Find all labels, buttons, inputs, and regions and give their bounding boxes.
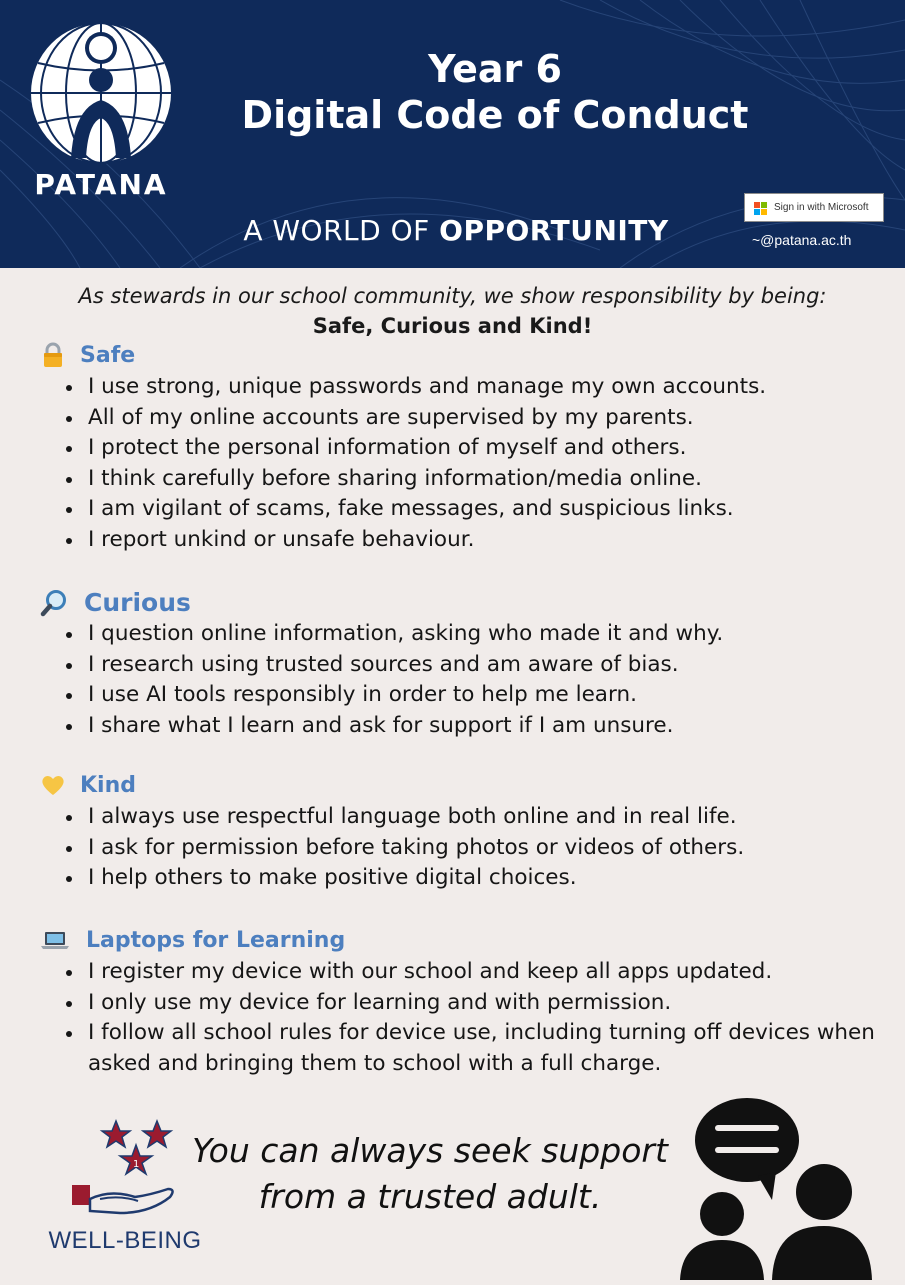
wellbeing-label: WELL-BEING (48, 1227, 202, 1254)
title-line-1: Year 6 (428, 47, 562, 91)
list-item: I ask for permission before taking photos or videos of others. (62, 833, 880, 864)
list-item: I help others to make positive digital choices. (62, 863, 880, 894)
intro-line-2: Safe, Curious and Kind! (312, 314, 593, 338)
section-title: Laptops for Learning (86, 927, 346, 953)
patana-logo (26, 18, 176, 201)
email-domain: ~@patana.ac.th (752, 232, 852, 248)
list-item: I use AI tools responsibly in order to help me learn. (62, 680, 880, 711)
intro-line-1: As stewards in our school community, we show responsibility by being: (78, 284, 827, 308)
laptop-icon (40, 927, 70, 953)
magnifier-icon (40, 589, 66, 615)
list-item: All of my online accounts are supervised by my parents. (62, 403, 880, 434)
microsoft-logo-icon (754, 202, 766, 214)
list-item: I register my device with our school and keep all apps updated. (62, 957, 880, 988)
tagline-prefix: A WORLD OF (243, 214, 440, 247)
section-heading (40, 587, 880, 617)
header-banner (0, 0, 905, 268)
section-heading (40, 925, 880, 955)
list-item: I always use respectful language both online and in real life. (62, 802, 880, 833)
list-item: I share what I learn and ask for support if I am unsure. (62, 711, 880, 742)
sign-in-microsoft-button[interactable] (744, 193, 884, 222)
item-list (40, 619, 880, 741)
support-message (190, 1128, 670, 1220)
tagline (236, 214, 676, 247)
item-list (40, 802, 880, 894)
section-safe (40, 340, 880, 555)
wellbeing-logo (40, 1115, 210, 1265)
list-item: I protect the personal information of myself and others. (62, 433, 880, 464)
list-item: I follow all school rules for device use, including turning off devices when asked and bringing them to school with a full charge. (62, 1018, 880, 1079)
lock-icon (40, 342, 66, 368)
item-list (40, 372, 880, 555)
brand-wordmark: PATANA (34, 168, 168, 201)
page-title (200, 46, 790, 138)
section-heading (40, 770, 880, 800)
wellbeing-emblem-icon (40, 1115, 210, 1227)
intro-text (0, 281, 905, 341)
section-heading (40, 340, 880, 370)
item-list (40, 957, 880, 1079)
tagline-emphasis: OPPORTUNITY (439, 214, 669, 247)
list-item: I use strong, unique passwords and manage my own accounts. (62, 372, 880, 403)
section-laptops (40, 925, 880, 1079)
title-line-2: Digital Code of Conduct (241, 93, 749, 137)
list-item: I report unkind or unsafe behaviour. (62, 525, 880, 556)
section-curious (40, 587, 880, 741)
svg-text:1: 1 (133, 1159, 140, 1170)
heart-icon (40, 772, 66, 798)
section-title: Curious (84, 587, 191, 617)
support-line-2: from a trusted adult. (258, 1177, 602, 1216)
list-item: I think carefully before sharing information/media online. (62, 464, 880, 495)
section-title: Safe (80, 342, 136, 368)
list-item: I only use my device for learning and with permission. (62, 988, 880, 1019)
list-item: I research using trusted sources and am aware of bias. (62, 650, 880, 681)
section-kind (40, 770, 880, 894)
list-item: I question online information, asking who made it and why. (62, 619, 880, 650)
list-item: I am vigilant of scams, fake messages, and suspicious links. (62, 494, 880, 525)
sign-in-label: Sign in with Microsoft (774, 202, 869, 213)
section-title: Kind (80, 772, 136, 798)
people-speech-icon (672, 1092, 872, 1280)
support-line-1: You can always seek support (192, 1131, 668, 1170)
